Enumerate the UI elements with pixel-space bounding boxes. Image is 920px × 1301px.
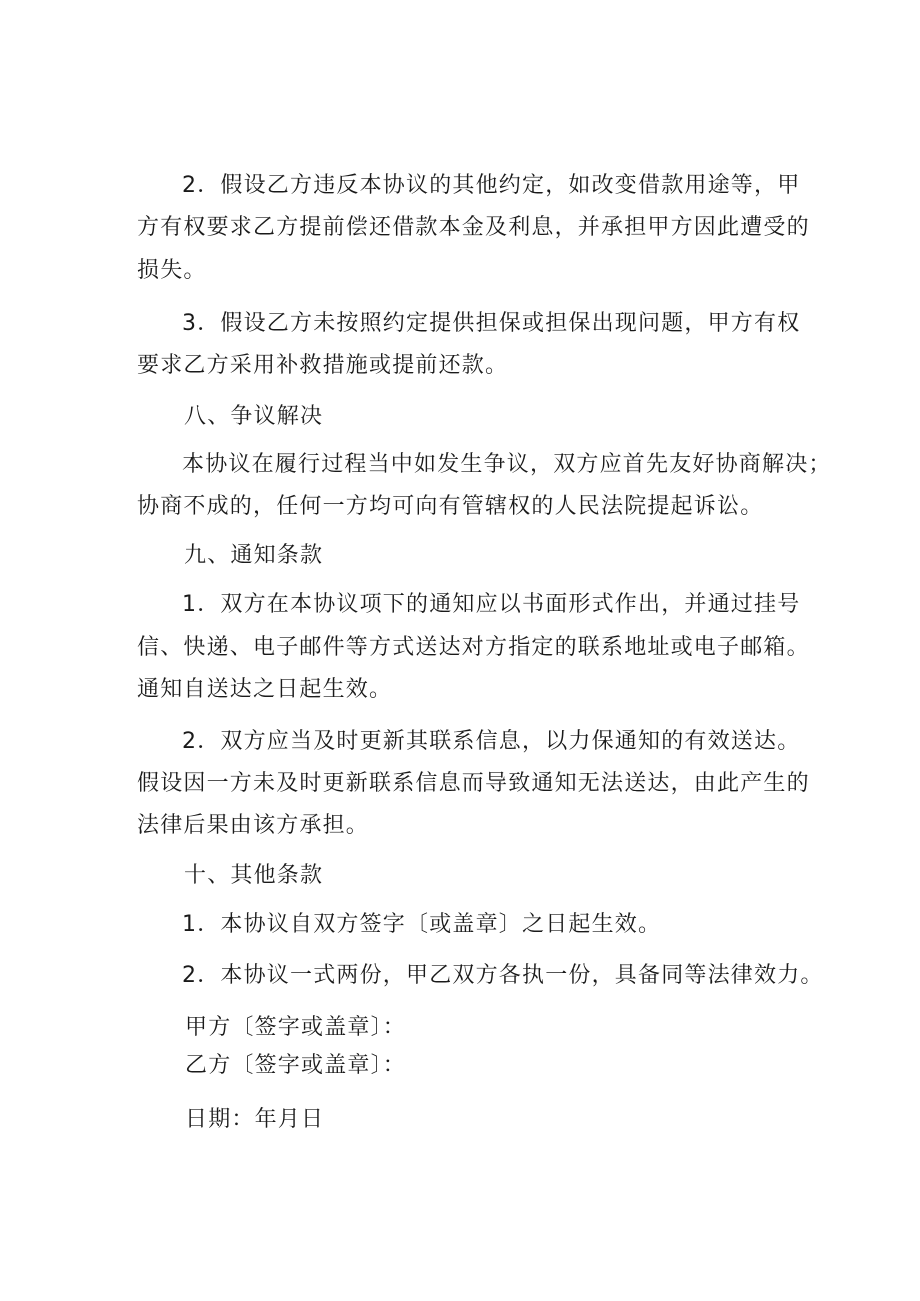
section-9-clause-2-line-1: 2．双方应当及时更新其联系信息，以力保通知的有效送达。 xyxy=(182,729,801,754)
breach-clause-2-line-1: 2．假设乙方违反本协议的其他约定，如改变借款用途等，甲 xyxy=(182,173,801,198)
breach-clause-2-line-2: 方有权要求乙方提前偿还借款本金及利息，并承担甲方因此遭受的 xyxy=(137,215,810,240)
party-b-signature-line: 乙方〔签字或盖章〕： xyxy=(185,1053,407,1078)
party-a-signature-line: 甲方〔签字或盖章〕： xyxy=(185,1015,407,1040)
section-10-heading: 十、其他条款 xyxy=(184,863,324,888)
section-8-heading: 八、争议解决 xyxy=(184,404,324,429)
section-8-text-line-2: 协商不成的，任何一方均可向有管辖权的人民法院提起诉讼。 xyxy=(137,494,764,519)
section-9-clause-1-line-3: 通知自送达之日起生效。 xyxy=(137,677,393,702)
breach-clause-2-line-3: 损失。 xyxy=(137,258,207,283)
section-10-clause-1: 1．本协议自双方签字〔或盖章〕之日起生效。 xyxy=(182,912,662,937)
section-10-clause-2: 2．本协议一式两份，甲乙双方各执一份，具备同等法律效力。 xyxy=(182,963,824,988)
section-9-clause-2-line-3: 法律后果由该方承担。 xyxy=(137,813,370,838)
section-9-clause-2-line-2: 假设因一方未及时更新联系信息而导致通知无法送达，由此产生的 xyxy=(137,771,810,796)
section-9-heading: 九、通知条款 xyxy=(184,543,324,568)
date-line: 日期：年月日 xyxy=(185,1107,325,1132)
breach-clause-3-line-2: 要求乙方采用补救措施或提前还款。 xyxy=(137,353,509,378)
section-8-text-line-1: 本协议在履行过程当中如发生争议，双方应首先友好协商解决； xyxy=(182,452,832,477)
section-9-clause-1-line-1: 1．双方在本协议项下的通知应以书面形式作出，并通过挂号 xyxy=(182,592,801,617)
section-9-clause-1-line-2: 信、快递、电子邮件等方式送达对方指定的联系地址或电子邮箱。 xyxy=(137,635,810,660)
breach-clause-3-line-1: 3．假设乙方未按照约定提供担保或担保出现问题，甲方有权 xyxy=(182,311,801,336)
